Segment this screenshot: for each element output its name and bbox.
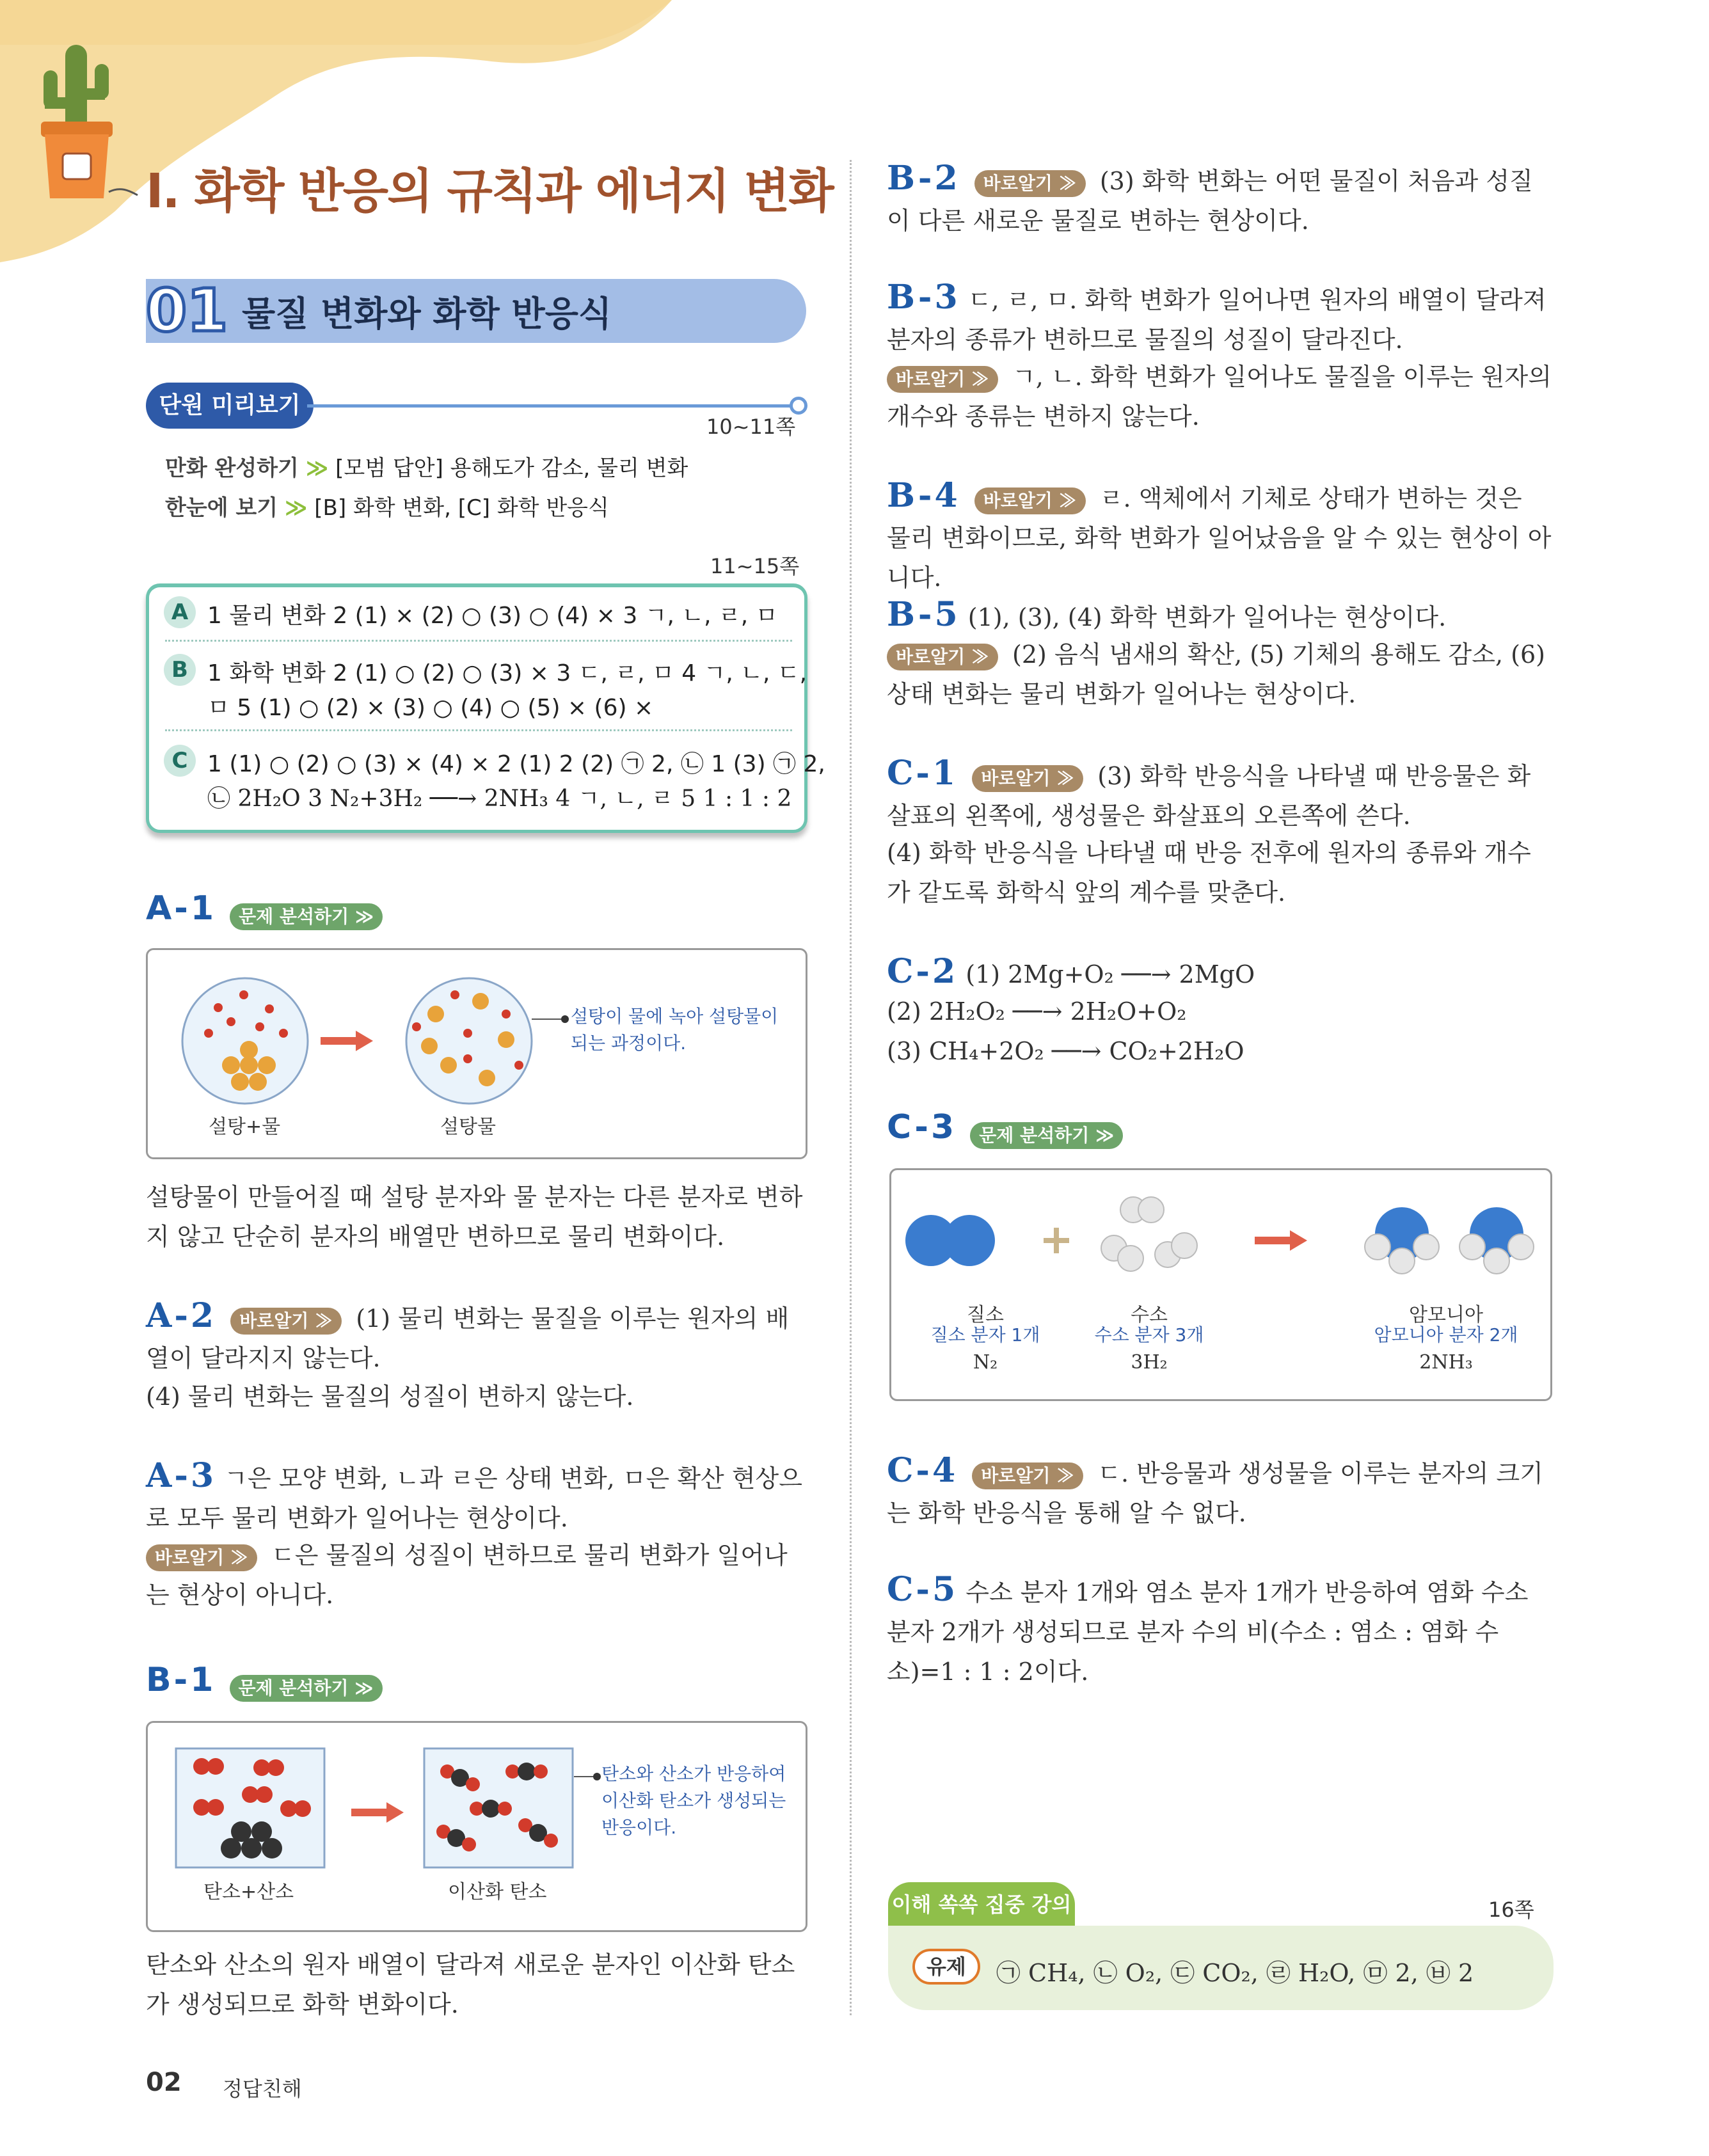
figure-note: 설탕이 물에 녹아 설탕물이 되는 과정이다. — [571, 1006, 779, 1054]
section-b5 — [887, 595, 1552, 637]
dotted-divider — [165, 640, 792, 642]
paragraph: ㄷ, ㄹ, ㅁ. 화학 변화가 일어나면 원자의 배열이 달라져 분자의 종류가 변하므로 물질의 성질이 달라진다. — [887, 286, 1546, 354]
correction-tag: 바로알기 ≫ — [887, 366, 998, 393]
section-label: C-3 — [887, 1108, 957, 1146]
lecture-pill: 이해 쏙쏙 집중 강의 — [888, 1882, 1075, 1927]
section-label: C-4 — [887, 1451, 958, 1490]
paragraph: (1) 물리 변화는 물질을 이루는 원자의 배열이 달라지지 않는다. — [146, 1304, 790, 1372]
section-a2 — [146, 1296, 807, 1378]
section-b3-correction — [887, 357, 1552, 436]
unit-title: Ⅰ. 화학 반응의 규칙과 에너지 변화 — [146, 164, 833, 219]
paragraph: ㄷ은 물질의 성질이 변하므로 물리 변화가 일어나는 현상이 아니다. — [146, 1541, 788, 1609]
double-chevron-icon: ≫ — [284, 495, 308, 521]
lecture-page-ref: 16쪽 — [1488, 1898, 1534, 1922]
figure-caption: 탄소+산소 — [203, 1881, 294, 1903]
equation: (1) 2Mg+O₂ ──→ 2MgO — [966, 960, 1255, 988]
ammonia-formula: 2NH₃ — [1419, 1351, 1473, 1374]
cactus-icon — [26, 38, 141, 211]
paragraph: (3) 화학 변화는 어떤 물질이 처음과 성질이 다른 새로운 물질로 변하는 현상이다. — [887, 167, 1533, 235]
preview-pill: 단원 미리보기 — [146, 383, 314, 429]
answer-line-c1: 1 (1) ○ (2) ○ (3) × (4) × 2 (1) 2 (2) ㉠ 2, ㉡ 1 (3) ㉠ 2, — [207, 751, 825, 777]
paragraph: ㄷ. 반응물과 생성물을 이루는 분자의 크기는 화학 반응식을 통해 알 수 없다. — [887, 1459, 1543, 1527]
correction-tag: 바로알기 ≫ — [146, 1544, 257, 1571]
section-c5 — [887, 1570, 1552, 1692]
preview-row-overview — [165, 490, 609, 521]
section-label: A-1 — [146, 889, 217, 928]
correction-tag: 바로알기 ≫ — [230, 1308, 342, 1335]
hydrogen-count: 수소 분자 3개 — [1094, 1324, 1204, 1345]
correction-tag: 바로알기 ≫ — [974, 487, 1086, 514]
section-a3-correction — [146, 1535, 807, 1615]
paragraph: (3) 화학 반응식을 나타낼 때 반응물은 화살표의 왼쪽에, 생성물은 화살표의 오른쪽에 쓴다. — [887, 762, 1531, 830]
nitrogen-count: 질소 분자 1개 — [930, 1324, 1040, 1345]
analysis-tag: 문제 분석하기 ≫ — [230, 1675, 383, 1702]
preview-row-text: [B] 화학 변화, [C] 화학 반응식 — [314, 495, 609, 521]
paragraph: (4) 화학 반응식을 나타낼 때 반응 전후에 원자의 종류와 개수가 같도록 화학식 앞의 계수를 맞춘다. — [887, 839, 1531, 907]
section-label: A-2 — [146, 1296, 217, 1335]
preview-line — [307, 404, 800, 408]
ammonia-count: 암모니아 분자 2개 — [1374, 1324, 1518, 1345]
preview-row-cartoon — [165, 450, 688, 482]
equation: (3) CH₄+2O₂ ──→ CO₂+2H₂O — [887, 1037, 1244, 1065]
paragraph: 수소 분자 1개와 염소 분자 1개가 반응하여 염화 수소 분자 2개가 생성되므로 분자 수의 비(수소 : 염소 : 염화 수소)=1 : 1 : 2이다. — [887, 1578, 1529, 1686]
paragraph: ㄱ, ㄴ. 화학 변화가 일어나도 물질을 이루는 원자의 개수와 종류는 변하지 않는다. — [887, 363, 1552, 431]
section-c3-head — [887, 1108, 1123, 1149]
figure-note: 탄소와 산소가 반응하여 이산화 탄소가 생성되는 반응이다. — [601, 1763, 786, 1838]
ammonia-molecule-illustration — [891, 1170, 1550, 1298]
figure-caption: 이산화 탄소 — [448, 1881, 547, 1903]
section-label: A-3 — [146, 1456, 217, 1495]
preview-page-ref: 10~11쪽 — [706, 415, 796, 439]
lecture-answer: ㉠ CH₄, ㉡ O₂, ㉢ CO₂, ㉣ H₂O, ㉤ 2, ㉥ 2 — [996, 1959, 1474, 1987]
ammonia-name: 암모니아 — [1409, 1304, 1483, 1326]
answer-line-c2: ㉡ 2H₂O 3 N₂+3H₂ ──→ 2NH₃ 4 ㄱ, ㄴ, ㄹ 5 1 : 1 : 2 — [207, 786, 792, 812]
paragraph: ㄹ. 액체에서 기체로 상태가 변하는 것은 물리 변화이므로, 화학 변화가 일어났음을 알 수 있는 현상이 아니다. — [887, 484, 1552, 592]
preview-row-label: 만화 완성하기 — [165, 456, 299, 481]
nitrogen-formula: N₂ — [973, 1351, 998, 1374]
nitrogen-name: 질소 — [967, 1304, 1004, 1326]
section-a3 — [146, 1456, 807, 1538]
correction-tag: 바로알기 ≫ — [972, 1462, 1083, 1489]
analysis-tag: 문제 분석하기 ≫ — [230, 903, 383, 930]
answer-line-a1: 1 물리 변화 2 (1) × (2) ○ (3) ○ (4) × 3 ㄱ, ㄴ, ㄹ, ㅁ — [207, 603, 778, 629]
paragraph: 탄소와 산소의 원자 배열이 달라져 새로운 분자인 이산화 탄소가 생성되므로 화학 변화이다. — [146, 1951, 795, 2018]
section-a1-head — [146, 889, 383, 930]
hydrogen-name: 수소 — [1131, 1304, 1168, 1326]
answer-letter-b: B — [164, 654, 196, 686]
section-c2 — [887, 952, 1552, 994]
lecture-answer-row — [912, 1949, 1474, 1988]
section-label: B-1 — [146, 1661, 216, 1699]
section-label: B-4 — [887, 476, 960, 515]
figure-caption: 설탕+물 — [209, 1116, 281, 1138]
paragraph: ㄱ은 모양 변화, ㄴ과 ㄹ은 상태 변화, ㅁ은 확산 현상으로 모두 물리 변화가 일어나는 현상이다. — [146, 1464, 802, 1532]
book-title: 정답친해 — [223, 2077, 302, 2101]
chapter-title: 물질 변화와 화학 반응식 — [242, 294, 612, 334]
section-label: B-5 — [887, 595, 960, 634]
section-c1 — [887, 754, 1552, 836]
section-b3 — [887, 278, 1552, 360]
answer-line-b2: ㅁ 5 (1) ○ (2) × (3) ○ (4) ○ (5) × (6) × — [207, 695, 654, 721]
dotted-divider — [165, 729, 792, 731]
correction-tag: 바로알기 ≫ — [887, 644, 998, 670]
figure-caption: 설탕물 — [440, 1116, 496, 1138]
section-b2 — [887, 159, 1552, 241]
answers-page-ref: 11~15쪽 — [710, 554, 800, 578]
answer-line-b1: 1 화학 변화 2 (1) ○ (2) ○ (3) × 3 ㄷ, ㄹ, ㅁ 4 ㄱ, ㄴ, ㄷ, — [207, 660, 807, 686]
section-label: B-2 — [887, 159, 960, 198]
preview-row-label: 한눈에 보기 — [165, 495, 278, 521]
section-b4 — [887, 476, 1552, 598]
section-b1-head — [146, 1661, 383, 1702]
chapter-number: 01 — [146, 276, 228, 345]
example-badge: 유제 — [912, 1949, 980, 1985]
double-chevron-icon: ≫ — [305, 456, 329, 481]
section-label: B-3 — [887, 278, 960, 317]
hydrogen-formula: 3H₂ — [1131, 1351, 1168, 1374]
paragraph: (1), (3), (4) 화학 변화가 일어나는 현상이다. — [967, 603, 1447, 631]
section-label: C-1 — [887, 754, 958, 793]
paragraph: 설탕물이 만들어질 때 설탕 분자와 물 분자는 다른 분자로 변하지 않고 단순히 분자의 배열만 변하므로 물리 변화이다. — [146, 1183, 803, 1251]
section-c4 — [887, 1451, 1552, 1533]
section-label: C-2 — [887, 952, 958, 991]
answer-letter-a: A — [164, 596, 196, 628]
paragraph: (2) 음식 냄새의 확산, (5) 기체의 용해도 감소, (6) 상태 변화는 물리 변화가 일어나는 현상이다. — [887, 640, 1545, 708]
correction-tag: 바로알기 ≫ — [972, 765, 1083, 792]
section-label: C-5 — [887, 1570, 958, 1609]
ammonia-figure-labels — [889, 1299, 1552, 1395]
paragraph: (4) 물리 변화는 물질의 성질이 변하지 않는다. — [146, 1383, 634, 1411]
section-b5-correction — [887, 635, 1552, 714]
equation: (2) 2H₂O₂ ──→ 2H₂O+O₂ — [887, 997, 1187, 1026]
analysis-tag: 문제 분석하기 ≫ — [970, 1122, 1123, 1149]
answer-letter-c: C — [164, 745, 196, 777]
preview-row-text: [모범 답안] 용해도가 감소, 물리 변화 — [335, 456, 688, 481]
page-number: 02 — [146, 2068, 182, 2097]
column-divider — [850, 160, 852, 2015]
correction-tag: 바로알기 ≫ — [974, 170, 1086, 197]
